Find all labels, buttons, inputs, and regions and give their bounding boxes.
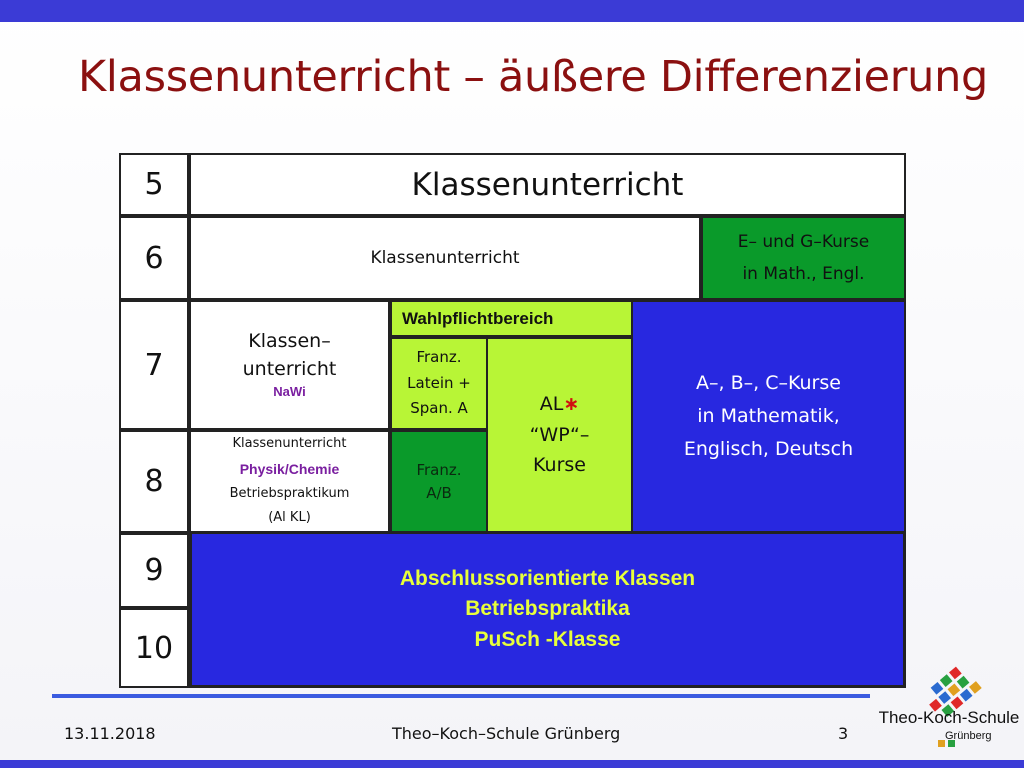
wp-line: “WP“– [529, 423, 590, 446]
abschluss-line1: Abschlussorientierte Klassen [399, 566, 696, 590]
wahlpflicht-label: Wahlpflichtbereich [402, 308, 554, 328]
wahlpflicht-header [390, 300, 633, 337]
row6-e-g-kurse [701, 216, 906, 300]
row5-klassenunterricht [189, 153, 906, 216]
lang-line2: Latein + [407, 373, 471, 392]
franz-line1: Franz. [416, 461, 462, 479]
klassen-line2: unterricht [242, 357, 337, 380]
al-label: AL [539, 393, 564, 416]
top-bar [0, 0, 1024, 22]
grade-label: 9 [144, 553, 164, 588]
logo-subtitle: Grünberg [945, 730, 992, 742]
row8-line3: Betriebspraktikum [229, 486, 350, 502]
lang-line1: Franz. [416, 348, 462, 367]
asterisk-icon: ∗ [563, 393, 580, 416]
abc-kurse [631, 300, 906, 533]
grade-label: 8 [144, 464, 164, 499]
nawi-label: NaWi [273, 384, 306, 400]
footer-divider [52, 694, 870, 698]
grade-6 [119, 216, 189, 300]
grade-label: 5 [144, 167, 164, 202]
grade-label: 6 [144, 240, 164, 276]
row8-line4: (Al KL) [268, 510, 311, 526]
row6-klassenunterricht [189, 216, 701, 300]
abc-line3: Englisch, Deutsch [683, 438, 854, 461]
row8-franz-ab [390, 430, 488, 533]
abc-line2: in Mathematik, [697, 404, 840, 427]
grade-label: 7 [144, 347, 164, 383]
grade-label: 10 [134, 630, 174, 666]
e-g-kurse-line2: in Math., Engl. [742, 264, 865, 284]
footer-school: Theo–Koch–Schule Grünberg [392, 724, 621, 743]
grade-10 [119, 608, 189, 688]
lang-line3: Span. A [410, 399, 468, 418]
slide-title: Klassenunterricht – äußere Differenzierung [78, 52, 989, 102]
grade-5 [119, 153, 189, 216]
klassen-line1: Klassen– [248, 330, 331, 353]
row8-klassenunterricht [189, 430, 390, 533]
footer-page: 3 [838, 724, 849, 743]
row5-label: Klassenunterricht [411, 166, 684, 203]
abc-line1: A–, B–, C–Kurse [696, 371, 841, 394]
grade-7 [119, 300, 189, 430]
physik-chemie-label: Physik/Chemie [239, 460, 340, 477]
grade-9 [119, 533, 189, 608]
row7-languages [390, 337, 488, 430]
abschluss-line3: PuSch -Klasse [474, 627, 621, 651]
abschluss-block [189, 531, 906, 688]
e-g-kurse-line1: E– und G–Kurse [737, 231, 870, 252]
grade-8 [119, 430, 189, 533]
kurse-line: Kurse [533, 454, 586, 477]
franz-line2: A/B [426, 483, 452, 502]
row7-klassenunterricht [189, 300, 390, 430]
al-wp-kurse [486, 337, 633, 533]
bottom-bar [0, 760, 1024, 768]
footer-date: 13.11.2018 [64, 724, 156, 743]
row8-line1: Klassenunterricht [232, 436, 347, 452]
al-line [540, 389, 580, 419]
logo-name: Theo-Koch-Schule [878, 708, 1020, 727]
row6-label: Klassenunterricht [370, 247, 520, 268]
abschluss-line2: Betriebspraktika [465, 597, 630, 621]
